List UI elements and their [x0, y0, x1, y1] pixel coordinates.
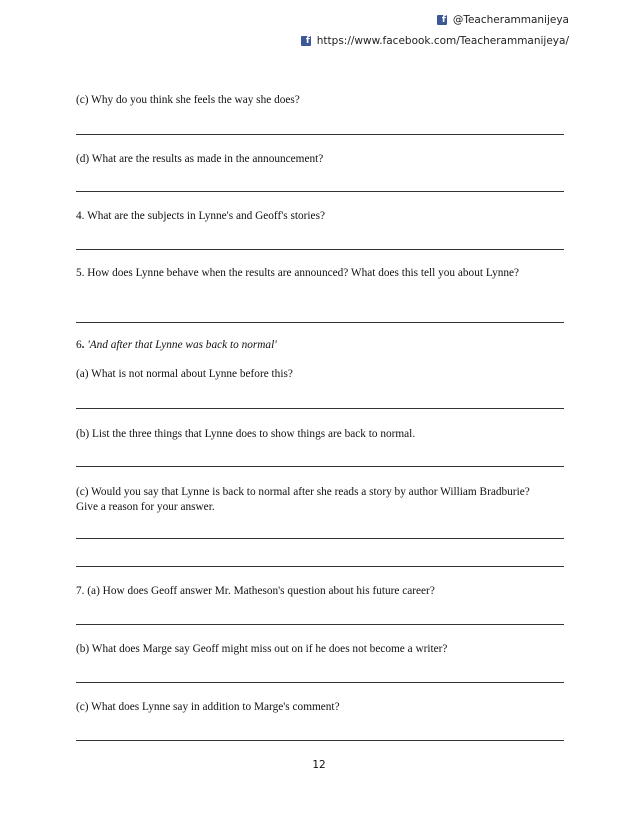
question-7a: 7. (a) How does Geoff answer Mr. Matheson's question about his future career?	[76, 585, 435, 597]
question-6b: (b) List the three things that Lynne does to show things are back to normal.	[76, 428, 416, 440]
question-6c: (c) Would you say that Lynne is back to normal after she reads a story by author William Bradburie? Give a reason for your answer.	[76, 486, 530, 513]
page-number: 12	[312, 759, 326, 771]
question-5: 5. How does Lynne behave when the results are announced? What does this tell you about Lynne?	[76, 267, 520, 279]
answer-line[interactable]	[76, 740, 564, 741]
header-url[interactable]	[301, 35, 569, 47]
question-6-number: 6	[76, 339, 82, 351]
question-7c: (c) What does Lynne say in addition to Marge's comment?	[76, 701, 340, 713]
answer-line[interactable]	[76, 134, 564, 135]
header-url-text[interactable]: https://www.facebook.com/Teacherammanijeya/	[316, 35, 569, 47]
answer-line[interactable]	[76, 322, 564, 323]
answer-line[interactable]	[76, 408, 564, 409]
answer-line[interactable]	[76, 624, 564, 625]
question-7b: (b) What does Marge say Geoff might miss out on if he does not become a writer?	[76, 643, 448, 655]
header-handle-text: @Teacherammanijeya	[452, 14, 569, 26]
answer-line[interactable]	[76, 566, 564, 567]
answer-line[interactable]	[76, 538, 564, 539]
answer-line[interactable]	[76, 682, 564, 683]
question-6-dot: .	[81, 339, 85, 351]
question-c: (c) Why do you think she feels the way she does?	[76, 94, 300, 106]
answer-line[interactable]	[76, 466, 564, 467]
question-d: (d) What are the results as made in the announcement?	[76, 153, 324, 165]
answer-line[interactable]	[76, 191, 564, 192]
question-4: 4. What are the subjects in Lynne's and Geoff's stories?	[76, 210, 325, 222]
answer-line[interactable]	[76, 249, 564, 250]
header-handle	[437, 14, 569, 26]
question-6-quote: 'And after that Lynne was back to normal'	[87, 339, 277, 351]
question-6a: (a) What is not normal about Lynne before this?	[76, 368, 293, 380]
question-6	[76, 339, 277, 351]
facebook-icon: f	[301, 36, 311, 46]
facebook-icon: f	[437, 15, 447, 25]
